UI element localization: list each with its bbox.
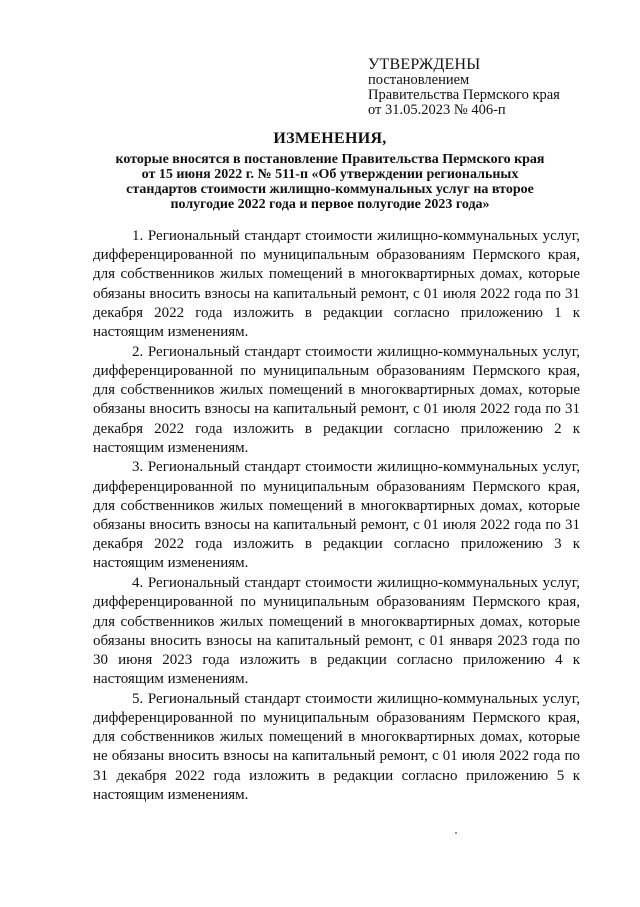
paragraph-1: 1. Региональный стандарт стоимости жилищно-коммунальных услуг, дифференцированной по муниципальным образованиям Пермского края, для собственников жилых помещений в многоквартирных домах, которые обязаны вносить взносы на капитальный ремонт, с 01 июля 2022 года по 31 декабря 2022 года изложить в редакции согласно приложению 1 к настоящим изменениям. [93,228,580,341]
subheading-line: стандартов стоимости жилищно-коммунальных услуг на второе [126,182,534,197]
paragraph-2: 2. Региональный стандарт стоимости жилищно-коммунальных услуг, дифференцированной по муниципальным образованиям Пермского края, для собственников жилых помещений в многоквартирных домах, которые обязаны вносить взносы на капитальный ремонт, с 01 июля 2022 года по 31 декабря 2022 года изложить в редакции согласно приложению 2 к настоящим изменениям. [93,343,580,456]
subheading-line: которые вносятся в постановление Правительства Пермского края [115,152,545,167]
document-body [93,227,580,805]
paragraph-3: 3. Региональный стандарт стоимости жилищно-коммунальных услуг, дифференцированной по муниципальным образованиям Пермского края, для собственников жилых помещений в многоквартирных домах, которые обязаны вносить взносы на капитальный ремонт, с 01 июля 2022 года по 31 декабря 2022 года изложить в редакции согласно приложению 3 к настоящим изменениям. [93,459,580,572]
approval-block [368,56,598,118]
paragraph-4: 4. Региональный стандарт стоимости жилищно-коммунальных услуг, дифференцированной по муниципальным образованиям Пермского края, для собственников жилых помещений в многоквартирных домах, которые обязаны вносить взносы на капитальный ремонт, с 01 января 2023 года по 30 июня 2023 года изложить в редакции согласно приложению 4 к настоящим изменениям. [93,575,580,688]
document-heading: ИЗМЕНЕНИЯ, [273,130,387,147]
document-subheading [80,152,580,212]
approval-title: УТВЕРЖДЕНЫ [368,56,481,73]
scan-artifact-dot [455,832,457,834]
approval-line: постановлением [368,72,470,88]
approval-line: от 31.05.2023 № 406-п [368,102,506,118]
subheading-line: от 15 июня 2022 г. № 511-п «Об утверждении региональных [141,167,519,182]
approval-line: Правительства Пермского края [368,87,560,103]
subheading-line: полугодие 2022 года и первое полугодие 2023 года» [170,197,490,212]
paragraph-5: 5. Региональный стандарт стоимости жилищно-коммунальных услуг, дифференцированной по муниципальным образованиям Пермского края, для собственников жилых помещений в многоквартирных домах, которые не обязаны вносить взносы на капитальный ремонт, с 01 июля 2022 года по 31 декабря 2022 года изложить в редакции согласно приложению 5 к настоящим изменениям. [93,690,580,803]
